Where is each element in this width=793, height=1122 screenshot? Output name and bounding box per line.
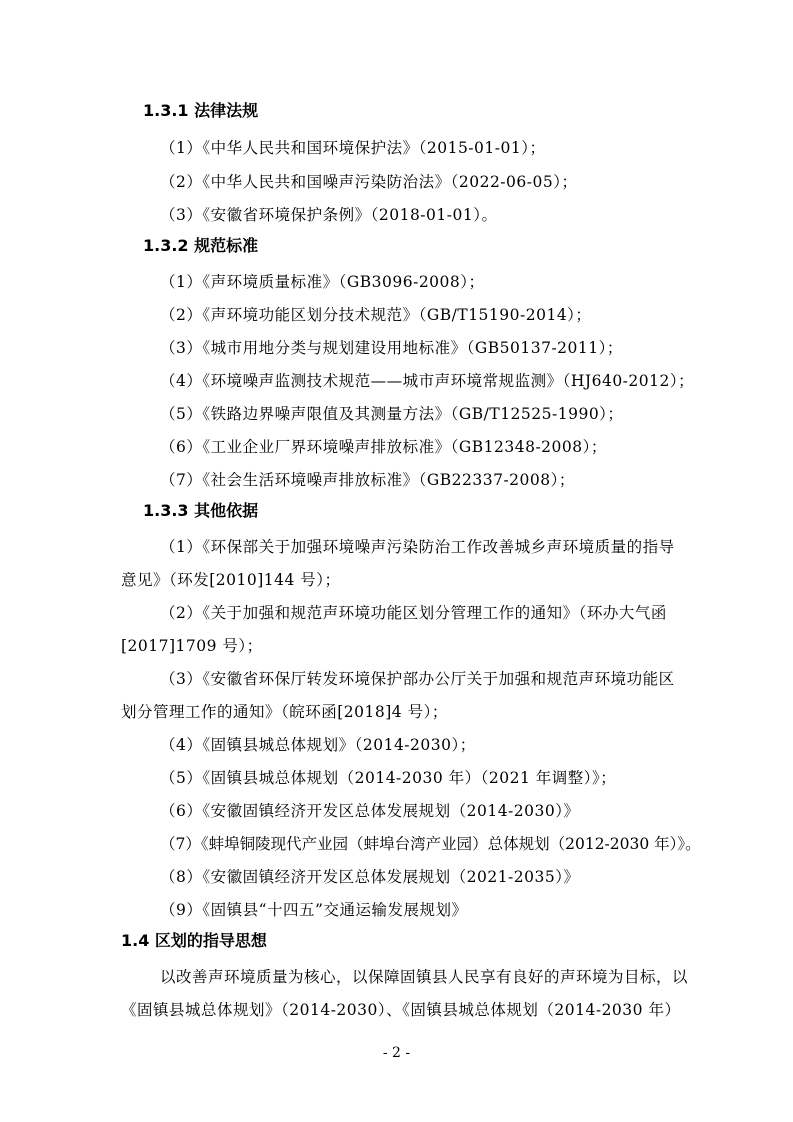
- other-item-2-line-1: （2）《关于加强和规范声环境功能区划分管理工作的通知》（环办大气函: [160, 604, 667, 622]
- standard-item-6: （6）《工业企业厂界环境噪声排放标准》（GB12348-2008）；: [160, 438, 607, 456]
- section-heading-1-3-3: 1.3.3 其他依据: [143, 501, 259, 520]
- law-item-3: （3）《安徽省环境保护条例》（2018-01-01）。: [160, 206, 498, 224]
- other-item-9: （9）《固镇县“十四五”交通运输发展规划》: [160, 901, 468, 919]
- standard-item-5: （5）《铁路边界噪声限值及其测量方法》（GB/T12525-1990）；: [160, 405, 624, 423]
- other-item-3-line-2: 划分管理工作的通知》（皖环函[2018]4 号）；: [121, 703, 448, 721]
- section-heading-1-3-1: 1.3.1 法律法规: [143, 101, 259, 120]
- other-item-2-line-2: [2017]1709 号）；: [121, 637, 263, 655]
- standard-item-7: （7）《社会生活环境噪声排放标准》（GB22337-2008）；: [160, 471, 575, 489]
- other-item-8: （8）《安徽固镇经济开发区总体发展规划（2021-2035）》: [160, 868, 580, 886]
- other-item-7: （7）《蚌埠铜陵现代产业园（蚌埠台湾产业园）总体规划（2012-2030 年）》。: [160, 835, 701, 853]
- other-item-3-line-1: （3）《安徽省环保厅转发环境保护部办公厅关于加强和规范声环境功能区: [160, 670, 675, 688]
- other-item-4: （4）《固镇县城总体规划》（2014-2030）；: [160, 736, 476, 754]
- guiding-paragraph-line-1: 以改善声环境质量为核心，以保障固镇县人民享有良好的声环境为目标，以: [160, 968, 689, 986]
- other-item-6: （6）《安徽固镇经济开发区总体发展规划（2014-2030）》: [160, 802, 580, 820]
- guiding-paragraph-line-2: 《固镇县城总体规划》（2014-2030）、《固镇县城总体规划（2014-2030 年）: [121, 1001, 681, 1019]
- other-item-1-line-2: 意见》（环发[2010]144 号）；: [121, 571, 341, 589]
- law-item-1: （1）《中华人民共和国环境保护法》（2015-01-01）；: [160, 139, 546, 157]
- standard-item-3: （3）《城市用地分类与规划建设用地标准》（GB50137-2011）；: [160, 339, 623, 357]
- standard-item-4: （4）《环境噪声监测技术规范——城市声环境常规监测》（HJ640-2012）；: [160, 372, 695, 390]
- other-item-5: （5）《固镇县城总体规划（2014-2030 年）（2021 年调整）》；: [160, 769, 617, 787]
- standard-item-1: （1）《声环境质量标准》（GB3096-2008）；: [160, 273, 485, 291]
- standard-item-2: （2）《声环境功能区划分技术规范》（GB/T15190-2014）；: [160, 306, 592, 324]
- section-heading-1-3-2: 1.3.2 规范标准: [143, 236, 259, 255]
- page-number: - 2 -: [382, 1045, 411, 1061]
- section-heading-1-4: 1.4 区划的指导思想: [121, 931, 267, 950]
- other-item-1-line-1: （1）《环保部关于加强环境噪声污染防治工作改善城乡声环境质量的指导: [160, 538, 675, 556]
- law-item-2: （2）《中华人民共和国噪声污染防治法》（2022-06-05）；: [160, 173, 578, 191]
